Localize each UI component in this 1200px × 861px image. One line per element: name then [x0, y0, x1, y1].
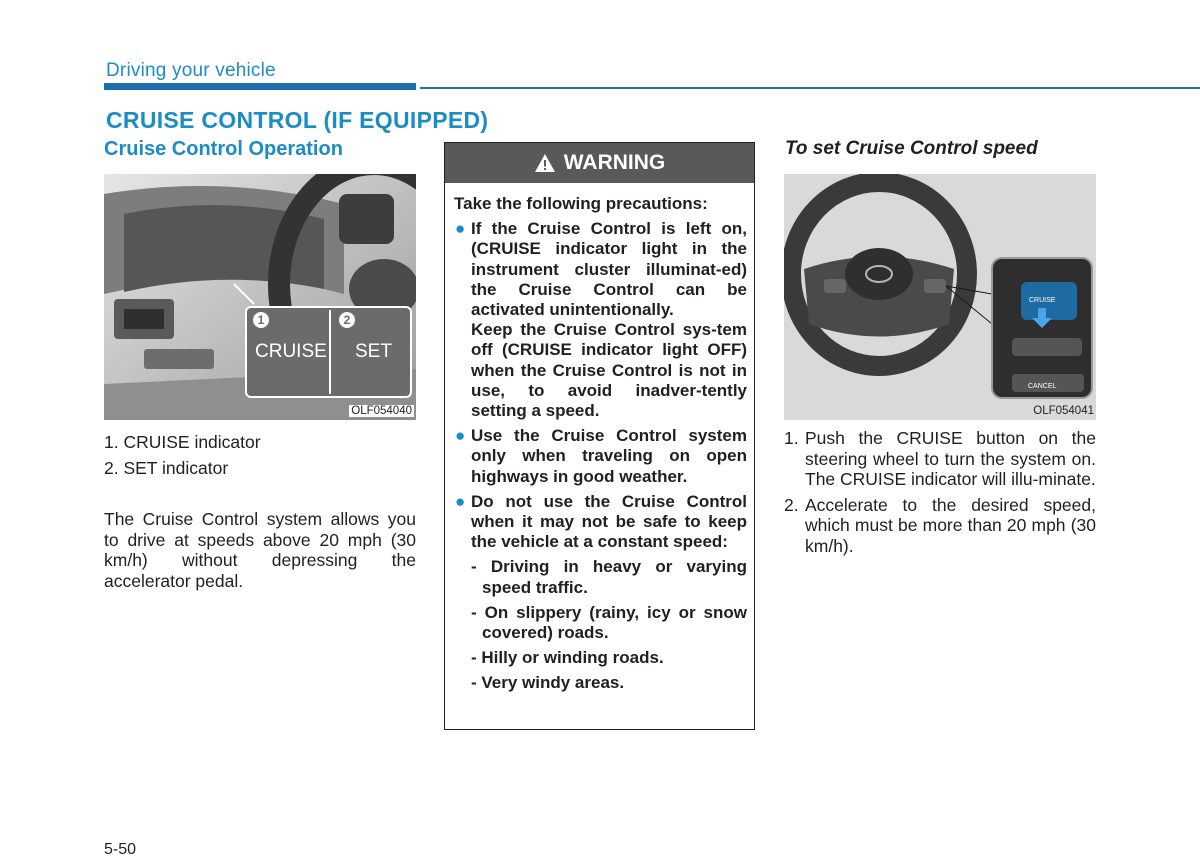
step-item [784, 428, 1096, 490]
indicator-callout [245, 306, 412, 398]
warning-bullet [454, 492, 747, 553]
steering-wheel-figure [784, 174, 1096, 420]
warning-bullet [454, 426, 747, 487]
warning-title: WARNING [563, 151, 666, 174]
left-subheading: Cruise Control Operation [104, 138, 343, 160]
cruise-indicator-label: CRUISE [255, 341, 327, 362]
set-indicator-label: SET [355, 341, 392, 362]
bullet-text: Use the Cruise Control system only when traveling on open highways in good weather. [471, 426, 747, 486]
step-item [784, 495, 1096, 557]
warning-triangle-icon [534, 153, 556, 173]
warning-body [454, 194, 747, 694]
warning-sub-item: - Driving in heavy or varying speed traffic. [471, 557, 747, 597]
warning-sub-item: - On slippery (rainy, icy or snow covered) roads. [471, 602, 747, 643]
callout-number-1: 1 [253, 312, 269, 328]
bullet-dot: ● [455, 491, 466, 511]
intro-paragraph: The Cruise Control system allows you to drive at speeds above 20 mph (30 km/h) without depressing the accelerator pedal. [104, 509, 416, 591]
warning-sub-item: - Hilly or winding roads. [471, 648, 664, 668]
warning-box [444, 142, 755, 730]
callout-number-2: 2 [339, 312, 355, 328]
page-number: 5-50 [104, 841, 137, 858]
bullet-text: If the Cruise Control is left on, (CRUISE indicator light in the instrument cluster illuminat-ed) the Cruise Control can be activated unintentionally. [471, 219, 747, 320]
steps-list [784, 428, 1096, 556]
header-rule-thick [104, 83, 416, 90]
warning-intro: Take the following precautions: [454, 194, 708, 213]
page-heading: CRUISE CONTROL (IF EQUIPPED) [106, 107, 489, 133]
bullet-continuation: Keep the Cruise Control sys-tem off (CRUISE indicator light OFF) when the Cruise Control is not in use, to avoid inadver-tently setting a speed. [471, 320, 747, 421]
warning-bullet [454, 219, 747, 320]
list-item: 1. CRUISE indicator [104, 432, 261, 452]
header-rule-thin [420, 87, 1200, 89]
figure-code-right: OLF054041 [1033, 405, 1094, 417]
figure-code-left: OLF054040 [351, 405, 412, 417]
right-subheading: To set Cruise Control speed [785, 138, 1038, 159]
step-number: 1. [784, 428, 799, 448]
step-text: Accelerate to the desired speed, which must be more than 20 mph (30 km/h). [805, 494, 1096, 556]
indicator-list [104, 432, 416, 478]
bullet-dot: ● [455, 426, 466, 446]
bullet-dot: ● [455, 219, 466, 239]
warning-header [445, 143, 754, 183]
cruise-button-label: CRUISE [1029, 297, 1056, 304]
callout-divider [329, 310, 331, 394]
bullet-text: Do not use the Cruise Control when it may not be safe to keep the vehicle at a constant speed: [471, 491, 747, 552]
cancel-button-label: CANCEL [1028, 383, 1057, 390]
step-text: Push the CRUISE button on the steering wheel to turn the system on. The CRUISE indicator will illu-minate. [805, 428, 1096, 489]
list-item: 2. SET indicator [104, 457, 229, 478]
section-title: Driving your vehicle [106, 60, 276, 81]
warning-sub-item: - Very windy areas. [471, 673, 625, 693]
step-number: 2. [784, 494, 799, 515]
dashboard-figure [104, 174, 416, 420]
